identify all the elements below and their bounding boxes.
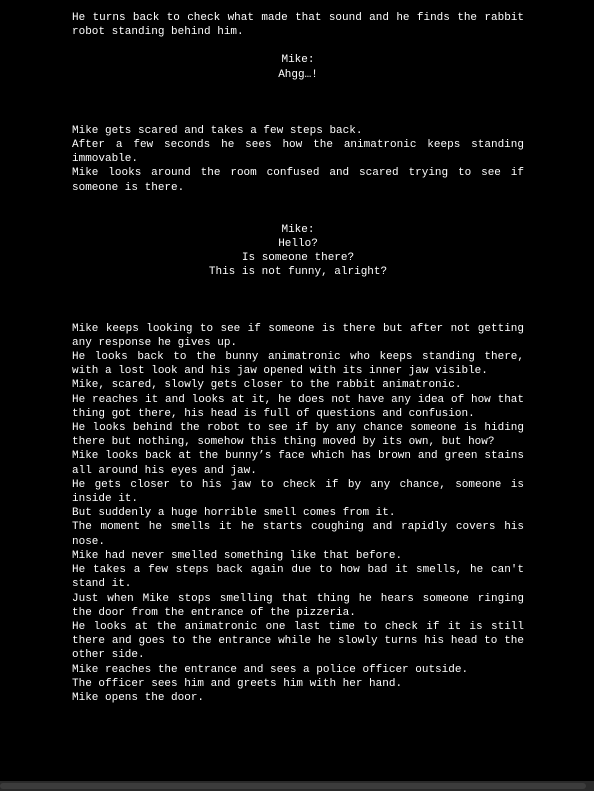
action-paragraph: He turns back to check what made that sound and he finds the rabbit robot standing behind him. xyxy=(72,12,524,39)
spacer xyxy=(72,39,524,53)
action-paragraph: He looks behind the robot to see if by any chance someone is hiding there but nothing, somehow this thing moved by its own, but how? xyxy=(72,422,524,449)
action-paragraph: He gets closer to his jaw to check if by any chance, someone is inside it. xyxy=(72,478,524,506)
dialogue-block xyxy=(72,53,524,81)
action-paragraph: After a few seconds he sees how the animatronic keeps standing immovable. xyxy=(72,139,524,166)
character-name: Mike: xyxy=(281,54,315,67)
action-paragraph: Mike opens the door. xyxy=(72,691,205,704)
dialogue-line: Hello? xyxy=(278,238,318,251)
horizontal-scrollbar[interactable] xyxy=(0,781,594,791)
action-paragraph: Mike gets scared and takes a few steps back. xyxy=(72,124,363,137)
action-paragraph: Mike looks around the room confused and scared trying to see if someone is there. xyxy=(72,167,524,194)
dialogue-block xyxy=(72,223,524,280)
action-paragraph: Mike had never smelled something like that before. xyxy=(72,549,403,562)
action-paragraph: He looks at the animatronic one last time to check if it is still there and goes to the entrance while he slowly turns his head to the other side. xyxy=(72,620,524,662)
action-paragraph: But suddenly a huge horrible smell comes from it. xyxy=(72,507,396,520)
dialogue-line: Is someone there? xyxy=(241,252,355,265)
action-paragraph: Mike, scared, slowly gets closer to the rabbit animatronic. xyxy=(72,379,462,392)
action-paragraph: Mike keeps looking to see if someone is there but after not getting any response he gives up. xyxy=(72,322,524,349)
spacer xyxy=(72,280,524,322)
dialogue-line: This is not funny, alright? xyxy=(208,266,388,279)
action-paragraph: He takes a few steps back again due to how bad it smells, he can't stand it. xyxy=(72,564,524,591)
character-name: Mike: xyxy=(281,223,315,236)
action-paragraph: Mike reaches the entrance and sees a police officer outside. xyxy=(72,663,469,676)
action-paragraph: Just when Mike stops smelling that thing he hears someone ringing the door from the entrance of the pizzeria. xyxy=(72,592,524,619)
spacer xyxy=(72,195,524,223)
dialogue-line: Ahgg…! xyxy=(278,68,318,81)
action-paragraph: The officer sees him and greets him with her hand. xyxy=(72,677,403,690)
action-paragraph: The moment he smells it he starts coughing and rapidly covers his nose. xyxy=(72,521,524,548)
action-paragraph: He looks back to the bunny animatronic who keeps standing there, with a lost look and his jaw opened with its inner jaw visible. xyxy=(72,351,524,378)
spacer xyxy=(72,82,524,124)
scrollbar-thumb[interactable] xyxy=(0,783,586,789)
action-paragraph: Mike looks back at the bunny’s face which has brown and green stains all around his eyes and jaw. xyxy=(72,450,524,477)
action-paragraph: He reaches it and looks at it, he does not have any idea of how that thing got there, his head is full of questions and confusion. xyxy=(72,393,524,420)
